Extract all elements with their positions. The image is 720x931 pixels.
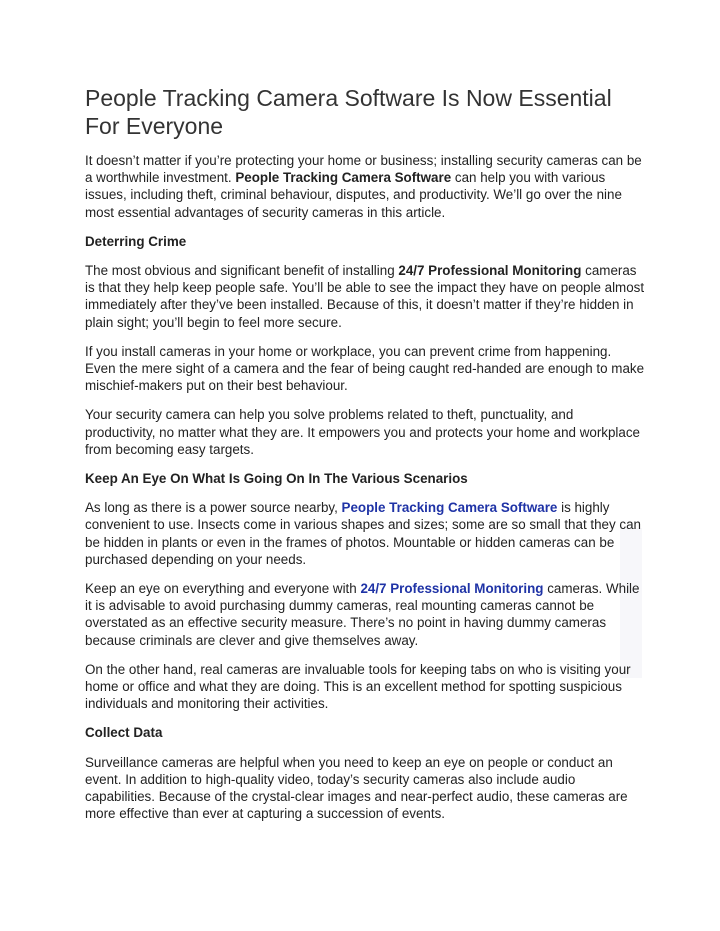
section-heading-scenarios: Keep An Eye On What Is Going On In The Various Scenarios — [85, 471, 468, 487]
deterring-paragraph-3: Your security camera can help you solve problems related to theft, punctuality, and productivity, no matter what they are. It empowers you and protects your home and workplace from becoming easy targets. — [85, 407, 640, 457]
people-tracking-link[interactable]: People Tracking Camera Software — [341, 500, 558, 516]
scenarios-text-after: is highly convenient to use. Insects come in various shapes and sizes; some are so small that they can be hidden in plants or even in the frames of photos. Mountable or hidden cameras can be purchased depending on your needs. — [85, 500, 641, 567]
deterring-text-before: The most obvious and significant benefit of installing — [85, 263, 399, 279]
collect-data-paragraph: Surveillance cameras are helpful when you need to keep an eye on people or conduct an event. In addition to high-quality video, today’s security cameras also include audio capabilities. Because of the crystal-clear images and near-perfect audio, these cameras are more effective than ever at capturing a succession of events. — [85, 754, 628, 822]
intro-text-before: It doesn’t matter if you’re protecting your home or business; installing security cameras can be a worthwhile investment. — [85, 153, 642, 186]
deterring-paragraph-1 — [85, 262, 645, 331]
scenarios-p2-before: Keep an eye on everything and everyone with — [85, 581, 361, 597]
section-heading-deterring-crime: Deterring Crime — [85, 233, 187, 249]
scenarios-paragraph-2 — [85, 580, 645, 649]
intro-bold: People Tracking Camera Software — [235, 170, 452, 186]
section-heading-collect-data: Collect Data — [85, 725, 163, 741]
page-title: People Tracking Camera Software Is Now Essential For Everyone — [85, 85, 612, 139]
professional-monitoring-link[interactable]: 24/7 Professional Monitoring — [360, 581, 544, 597]
scenarios-p2-after: cameras. While it is advisable to avoid purchasing dummy cameras, real mounting cameras cannot be overstated as an effective security measure. There’s no point in having dummy cameras because criminals are clever and give themselves away. — [85, 581, 640, 648]
scenarios-text-before: As long as there is a power source nearby, — [85, 500, 342, 516]
deterring-paragraph-2: If you install cameras in your home or workplace, you can prevent crime from happening. Even the mere sight of a camera and the fear of being caught red-handed are enough to make mischief-makers put on their best behaviour. — [85, 343, 645, 394]
intro-paragraph — [85, 152, 645, 221]
document-page — [85, 84, 645, 835]
scenarios-paragraph-3: On the other hand, real cameras are invaluable tools for keeping tabs on who is visiting your home or office and what they are doing. This is an excellent method for spotting suspicious individuals and monitoring their activities. — [85, 661, 631, 712]
deterring-bold: 24/7 Professional Monitoring — [398, 263, 582, 279]
intro-text-after: can help you with various issues, including theft, criminal behaviour, disputes, and productivity. We’ll go over the nine most essential advantages of security cameras in this article. — [85, 170, 622, 220]
scenarios-paragraph-1 — [85, 499, 645, 568]
deterring-text-after: cameras is that they help keep people safe. You’ll be able to see the impact they have on people almost immediately after they’ve been installed. Because of this, it doesn’t matter if they’re hidden in plain sight; you’ll begin to feel more secure. — [85, 263, 645, 330]
